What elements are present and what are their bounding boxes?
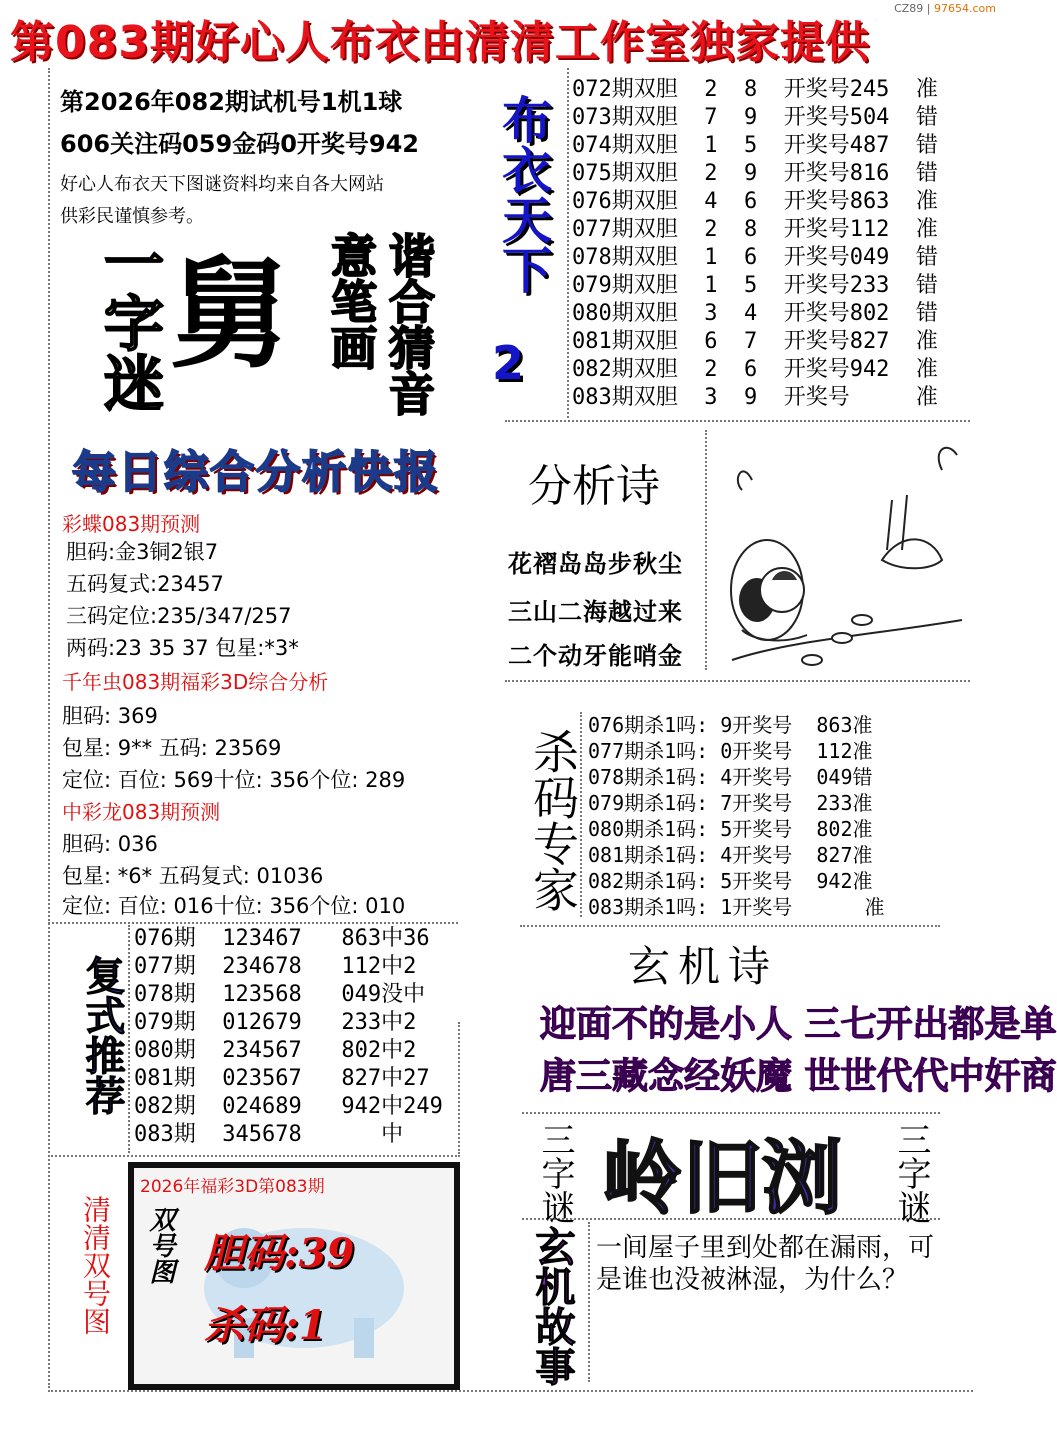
mystery-poem-line-1: 迎面不的是小人 三七开出都是单: [540, 1003, 1057, 1045]
caidie-line: 三码定位:235/347/257: [66, 604, 292, 628]
caidie-line: 五码复式:23457: [66, 572, 224, 596]
qnc-line: 胆码: 369: [62, 704, 158, 728]
table-row: 075期双胆 2 9 开奖号816 错: [572, 161, 938, 186]
table-row: 076期 123467 863中36: [134, 926, 430, 951]
caidie-title: 彩蝶083期预测: [62, 512, 201, 536]
trial-note-1: 好心人布衣天下图谜资料均来自各大网站: [60, 174, 384, 195]
poem-line: 花褶岛岛步秋尘: [508, 549, 683, 578]
trial-line-1: 第2026年082期试机号1机1球: [60, 88, 403, 116]
frame-divider-h6: [48, 922, 458, 924]
daily-analysis-title: 每日综合分析快报: [72, 447, 440, 498]
three-char-riddle-label-right: 三字谜: [891, 1122, 931, 1224]
watermark-prefix: CZ89 |: [894, 2, 935, 15]
table-row: 083期双胆 3 9 开奖号 准: [572, 385, 938, 410]
frame-divider-v5: [128, 925, 130, 1153]
table-row: 081期 023567 827中27: [134, 1066, 430, 1091]
poem-line: 二个动牙能哨金: [508, 641, 683, 670]
table-row: 076期杀1吗: 9开奖号 863准: [588, 713, 873, 737]
zcl-line: 胆码: 036: [62, 832, 158, 856]
zcl-line: 包星: *6* 五码复式: 01036: [62, 864, 324, 888]
table-row: 076期双胆 4 6 开奖号863 准: [572, 189, 938, 214]
dog-illustration: [712, 440, 974, 676]
table-row: 078期杀1码: 4开奖号 049错: [588, 765, 873, 789]
frame-divider-h3: [520, 925, 940, 927]
table-row: 082期杀1码: 5开奖号 942准: [588, 869, 873, 893]
buyi-tianxia-badge: 布衣天下: [494, 94, 552, 294]
table-row: 077期杀1吗: 0开奖号 112准: [588, 739, 873, 763]
trial-line-2: 606关注码059金码0开奖号942: [60, 130, 419, 158]
site-watermark: [894, 2, 996, 15]
table-row: 083期杀1吗: 1开奖号 准: [588, 895, 885, 919]
riddle-hint: 谐合猜音意笔画: [324, 232, 436, 416]
mystery-story-text: 一间屋子里到处都在漏雨，可是谁也没被淋湿，为什么？: [596, 1233, 935, 1295]
frame-divider-v2: [705, 430, 707, 670]
one-char-riddle-label: 一字迷: [94, 232, 164, 412]
table-row: 080期 234567 802中2: [134, 1038, 417, 1063]
frame-divider-top: [567, 68, 569, 418]
page-title: 第083期好心人布衣由清清工作室独家提供: [10, 17, 870, 68]
table-row: 078期双胆 1 6 开奖号049 错: [572, 245, 938, 270]
table-row: 080期双胆 3 4 开奖号802 错: [572, 301, 938, 326]
table-row: 079期 012679 233中2: [134, 1010, 417, 1035]
zcl-line: 定位: 百位: 016十位: 356个位: 010: [62, 894, 406, 918]
mystery-poem-line-2: 唐三藏念经妖魔 世世代代中奸商: [540, 1055, 1057, 1097]
buyi-tianxia-number: 2: [492, 336, 525, 390]
frame-divider-v6: [458, 1022, 460, 1154]
three-char-riddle-label-left: 三字谜: [535, 1122, 575, 1224]
table-row: 081期双胆 6 7 开奖号827 准: [572, 329, 938, 354]
table-row: 078期 123568 049没中: [134, 982, 426, 1007]
double-chart-heading: 2026年福彩3D第083期: [140, 1177, 325, 1197]
table-row: 080期杀1码: 5开奖号 802准: [588, 817, 873, 841]
qingqing-double-chart-label: 清清双号图: [79, 1195, 112, 1335]
frame-divider-h2: [505, 680, 970, 682]
combo-recommend-label: 复式推荐: [79, 955, 126, 1115]
combo-recommend-table: [134, 925, 443, 1149]
double-number-chart: [128, 1162, 460, 1390]
poem-line: 三山二海越过来: [508, 597, 683, 626]
frame-left-border: [48, 68, 50, 1388]
three-char-riddle: 岭旧浏: [602, 1132, 842, 1225]
analysis-poem-title: 分析诗: [528, 461, 660, 512]
table-row: 081期杀1码: 4开奖号 827准: [588, 843, 873, 867]
table-row: 079期双胆 1 5 开奖号233 错: [572, 273, 938, 298]
caidie-line: 胆码:金3铜2银7: [66, 540, 219, 564]
table-row: 073期双胆 7 9 开奖号504 错: [572, 105, 938, 130]
qnc-line: 包星: 9** 五码: 23569: [62, 736, 282, 760]
frame-divider-h1: [505, 420, 970, 422]
watermark-site: 97654.com: [934, 2, 996, 15]
kill-code-expert-title: 杀码专家: [526, 728, 580, 912]
table-row: 082期 024689 942中249: [134, 1094, 443, 1119]
double-chart-side-label: 双号图: [145, 1206, 175, 1284]
frame-divider-h7: [48, 1155, 460, 1157]
riddle-character: 舅: [170, 244, 290, 385]
qnc-line: 定位: 百位: 569十位: 356个位: 289: [62, 768, 406, 792]
double-chart-kill-code: 杀码:1: [204, 1302, 327, 1349]
trial-note-2: 供彩民谨慎参考。: [60, 206, 204, 227]
caidie-line: 两码:23 35 37 包星:*3*: [66, 636, 299, 660]
double-dan-table: [572, 76, 938, 412]
table-row: 077期 234678 112中2: [134, 954, 417, 979]
frame-divider-v3: [580, 712, 582, 917]
table-row: 072期双胆 2 8 开奖号245 准: [572, 77, 938, 102]
frame-divider-v4: [588, 1222, 590, 1382]
mystery-poem-title: 玄机诗: [628, 942, 779, 991]
table-row: 083期 345678 中: [134, 1122, 404, 1147]
table-row: 074期双胆 1 5 开奖号487 错: [572, 133, 938, 158]
table-row: 077期双胆 2 8 开奖号112 准: [572, 217, 938, 242]
table-row: 082期双胆 2 6 开奖号942 准: [572, 357, 938, 382]
frame-bottom-border: [48, 1390, 973, 1392]
zcl-title: 中彩龙083期预测: [62, 800, 221, 824]
mystery-story-label: 玄机故事: [529, 1226, 576, 1386]
table-row: 079期杀1码: 7开奖号 233准: [588, 791, 873, 815]
double-chart-dan-code: 胆码:39: [204, 1230, 355, 1277]
qnc-title: 千年虫083期福彩3D综合分析: [62, 670, 329, 694]
kill-code-table: [588, 712, 885, 920]
